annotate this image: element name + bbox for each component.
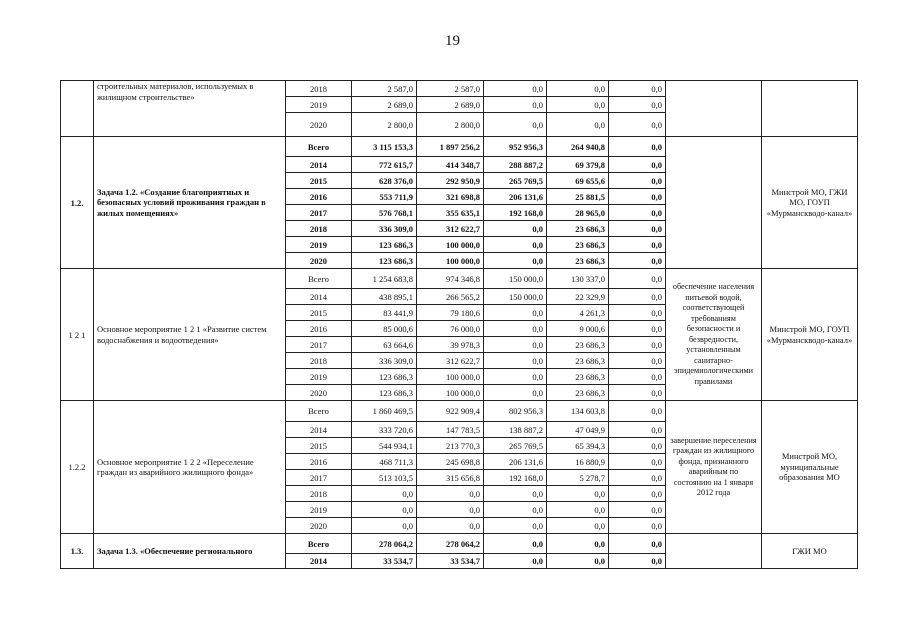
cell-c2: 2 587,0 [417, 81, 484, 97]
cell-c4: 23 686,3 [547, 221, 609, 237]
row-result: обеспечение населения питьевой водой, соответствующей требованиям безопасности и безвредности, установленным санитарно-эпидемиологическими правилами [666, 269, 762, 401]
row-result [666, 81, 762, 137]
cell-c5: 0,0 [609, 305, 666, 321]
cell-c1: 2 689,0 [352, 97, 417, 113]
row-year: 2019 [286, 97, 352, 113]
row-name: строительных материалов, используемых в жилищном строительстве» [94, 81, 274, 137]
row-year: Всего [286, 401, 352, 422]
cell-c2: 0,0 [417, 486, 484, 502]
cell-c1: 278 064,2 [352, 534, 417, 554]
row-year: 2016 [286, 321, 352, 337]
cell-c1: 628 376,0 [352, 173, 417, 189]
cell-c1: 0,0 [352, 502, 417, 518]
cell-c5: 0,0 [609, 470, 666, 486]
row-year: Всего [286, 137, 352, 157]
row-year: 2018 [286, 221, 352, 237]
cell-c3: 0,0 [484, 221, 547, 237]
cell-c5: 0,0 [609, 554, 666, 569]
row-year: 2017 [286, 470, 352, 486]
cell-c4: 134 603,8 [547, 401, 609, 422]
cell-c3: 288 887,2 [484, 157, 547, 173]
row-year: 2020 [286, 518, 352, 534]
cell-c2: 312 622,7 [417, 353, 484, 369]
cell-c1: 3 115 153,3 [352, 137, 417, 157]
budget-table [60, 80, 858, 569]
row-year: 2019 [286, 502, 352, 518]
cell-c2: 922 909,4 [417, 401, 484, 422]
row-year: 2015 [286, 305, 352, 321]
row-executor [762, 81, 858, 137]
cell-c4: 130 337,0 [547, 269, 609, 289]
cell-c1: 63 664,6 [352, 337, 417, 353]
cell-c2: 321 698,8 [417, 189, 484, 205]
cell-c4: 65 394,3 [547, 438, 609, 454]
cell-c1: 1 860 469,5 [352, 401, 417, 422]
row-executor: ГЖИ МО [762, 534, 858, 569]
row-year: 2018 [286, 486, 352, 502]
cell-c5: 0,0 [609, 422, 666, 438]
cell-c5: 0,0 [609, 337, 666, 353]
cell-c3: 0,0 [484, 353, 547, 369]
cell-c2: 2 689,0 [417, 97, 484, 113]
cell-c1: 123 686,3 [352, 385, 417, 401]
cell-c2: 1 897 256,2 [417, 137, 484, 157]
cell-c5: 0,0 [609, 321, 666, 337]
cell-c1: 85 000,6 [352, 321, 417, 337]
row-result [666, 534, 762, 569]
cell-c4: 69 655,6 [547, 173, 609, 189]
cell-c1: 123 686,3 [352, 237, 417, 253]
row-year: 2020 [286, 253, 352, 269]
cell-c4: 0,0 [547, 502, 609, 518]
cell-c3: 952 956,3 [484, 137, 547, 157]
row-code: 1.2. [61, 137, 94, 269]
row-year: 2014 [286, 554, 352, 569]
cell-c5: 0,0 [609, 385, 666, 401]
cell-c3: 265 769,5 [484, 438, 547, 454]
row-spacer [274, 137, 286, 269]
cell-c4: 23 686,3 [547, 237, 609, 253]
cell-c1: 336 309,0 [352, 221, 417, 237]
cell-c4: 25 881,5 [547, 189, 609, 205]
cell-c3: 138 887,2 [484, 422, 547, 438]
cell-c5: 0,0 [609, 173, 666, 189]
row-year: 2015 [286, 438, 352, 454]
cell-c3: 0,0 [484, 518, 547, 534]
row-year: Всего [286, 534, 352, 554]
page-number: 19 [445, 33, 460, 49]
cell-c2: 0,0 [417, 518, 484, 534]
cell-c3: 265 769,5 [484, 173, 547, 189]
cell-c2: 0,0 [417, 502, 484, 518]
cell-c1: 0,0 [352, 518, 417, 534]
cell-c3: 206 131,6 [484, 454, 547, 470]
row-code: 1 2 1 [61, 269, 94, 401]
cell-c3: 0,0 [484, 113, 547, 137]
cell-c3: 0,0 [484, 97, 547, 113]
row-code: 1.3. [61, 534, 94, 569]
row-spacer [274, 269, 286, 401]
cell-c3: 0,0 [484, 486, 547, 502]
row-year: 2016 [286, 189, 352, 205]
cell-c1: 123 686,3 [352, 253, 417, 269]
cell-c2: 278 064,2 [417, 534, 484, 554]
cell-c5: 0,0 [609, 237, 666, 253]
row-executor: Минстрой МО, муниципальные образования МО [762, 401, 858, 534]
cell-c5: 0,0 [609, 113, 666, 137]
cell-c1: 1 254 683,8 [352, 269, 417, 289]
cell-c2: 147 783,5 [417, 422, 484, 438]
cell-c1: 0,0 [352, 486, 417, 502]
cell-c3: 0,0 [484, 305, 547, 321]
row-result: завершение переселения граждан из жилищного фонда, признанного аварийным по состоянию на 1 января 2012 года [666, 401, 762, 534]
cell-c2: 414 348,7 [417, 157, 484, 173]
table-row [61, 534, 858, 554]
cell-c5: 0,0 [609, 97, 666, 113]
cell-c2: 33 534,7 [417, 554, 484, 569]
cell-c5: 0,0 [609, 454, 666, 470]
cell-c5: 0,0 [609, 518, 666, 534]
cell-c1: 544 934,1 [352, 438, 417, 454]
row-year: Всего [286, 269, 352, 289]
cell-c2: 2 800,0 [417, 113, 484, 137]
cell-c1: 513 103,5 [352, 470, 417, 486]
cell-c4: 0,0 [547, 554, 609, 569]
cell-c3: 0,0 [484, 554, 547, 569]
cell-c2: 39 978,3 [417, 337, 484, 353]
cell-c2: 79 180,6 [417, 305, 484, 321]
cell-c3: 0,0 [484, 81, 547, 97]
cell-c3: 0,0 [484, 502, 547, 518]
row-year: 2017 [286, 205, 352, 221]
row-year: 2018 [286, 353, 352, 369]
cell-c3: 0,0 [484, 237, 547, 253]
cell-c2: 315 656,8 [417, 470, 484, 486]
cell-c3: 206 131,6 [484, 189, 547, 205]
cell-c5: 0,0 [609, 401, 666, 422]
cell-c2: 100 000,0 [417, 237, 484, 253]
cell-c2: 100 000,0 [417, 385, 484, 401]
cell-c3: 0,0 [484, 337, 547, 353]
cell-c1: 576 768,1 [352, 205, 417, 221]
cell-c1: 553 711,9 [352, 189, 417, 205]
row-year: 2015 [286, 173, 352, 189]
table-row [61, 401, 858, 422]
cell-c5: 0,0 [609, 157, 666, 173]
budget-table-container [60, 80, 858, 569]
cell-c4: 23 686,3 [547, 253, 609, 269]
cell-c2: 974 346,8 [417, 269, 484, 289]
cell-c4: 0,0 [547, 97, 609, 113]
cell-c3: 150 000,0 [484, 289, 547, 305]
row-year: 2017 [286, 337, 352, 353]
row-year: 2016 [286, 454, 352, 470]
cell-c3: 0,0 [484, 253, 547, 269]
cell-c4: 0,0 [547, 113, 609, 137]
cell-c1: 468 711,3 [352, 454, 417, 470]
cell-c3: 802 956,3 [484, 401, 547, 422]
cell-c3: 0,0 [484, 385, 547, 401]
cell-c5: 0,0 [609, 269, 666, 289]
cell-c4: 0,0 [547, 486, 609, 502]
row-code [61, 81, 94, 137]
cell-c4: 23 686,3 [547, 337, 609, 353]
row-executor: Минстрой МО, ГЖИ МО, ГОУП «Мурманскводо-канал» [762, 137, 858, 269]
cell-c2: 100 000,0 [417, 253, 484, 269]
row-year: 2020 [286, 113, 352, 137]
row-year: 2019 [286, 369, 352, 385]
cell-c1: 123 686,3 [352, 369, 417, 385]
cell-c4: 264 940,8 [547, 137, 609, 157]
cell-c1: 2 587,0 [352, 81, 417, 97]
table-row [61, 137, 858, 157]
cell-c4: 28 965,0 [547, 205, 609, 221]
cell-c5: 0,0 [609, 353, 666, 369]
cell-c4: 0,0 [547, 518, 609, 534]
row-code: 1.2.2 [61, 401, 94, 534]
cell-c5: 0,0 [609, 81, 666, 97]
cell-c5: 0,0 [609, 205, 666, 221]
row-executor: Минстрой МО, ГОУП «Мурманскводо-канал» [762, 269, 858, 401]
table-row [61, 269, 858, 289]
cell-c3: 0,0 [484, 534, 547, 554]
cell-c5: 0,0 [609, 502, 666, 518]
cell-c4: 4 261,3 [547, 305, 609, 321]
cell-c1: 438 895,1 [352, 289, 417, 305]
cell-c1: 772 615,7 [352, 157, 417, 173]
cell-c4: 69 379,8 [547, 157, 609, 173]
cell-c2: 76 000,0 [417, 321, 484, 337]
table-row [61, 81, 858, 97]
row-result [666, 137, 762, 269]
row-name: Задача 1.2. «Создание благоприятных и безопасных условий проживания граждан в жилых помещениях» [94, 137, 274, 269]
row-spacer [274, 81, 286, 137]
cell-c1: 33 534,7 [352, 554, 417, 569]
cell-c3: 0,0 [484, 369, 547, 385]
cell-c5: 0,0 [609, 253, 666, 269]
cell-c4: 23 686,3 [547, 385, 609, 401]
cell-c5: 0,0 [609, 221, 666, 237]
cell-c5: 0,0 [609, 369, 666, 385]
cell-c1: 333 720,6 [352, 422, 417, 438]
cell-c1: 336 309,0 [352, 353, 417, 369]
cell-c3: 0,0 [484, 321, 547, 337]
cell-c2: 100 000,0 [417, 369, 484, 385]
row-year: 2019 [286, 237, 352, 253]
cell-c3: 192 168,0 [484, 205, 547, 221]
row-year: 2014 [286, 157, 352, 173]
cell-c3: 192 168,0 [484, 470, 547, 486]
cell-c4: 5 278,7 [547, 470, 609, 486]
cell-c2: 213 770,3 [417, 438, 484, 454]
cell-c5: 0,0 [609, 534, 666, 554]
cell-c4: 0,0 [547, 534, 609, 554]
row-year: 2020 [286, 385, 352, 401]
cell-c5: 0,0 [609, 189, 666, 205]
cell-c5: 0,0 [609, 137, 666, 157]
row-spacer [274, 401, 286, 534]
cell-c3: 150 000,0 [484, 269, 547, 289]
cell-c2: 245 698,8 [417, 454, 484, 470]
cell-c4: 22 329,9 [547, 289, 609, 305]
row-name: Основное мероприятие 1 2 2 «Переселение граждан из аварийного жилищного фонда» [94, 401, 274, 534]
cell-c4: 23 686,3 [547, 369, 609, 385]
cell-c4: 23 686,3 [547, 353, 609, 369]
cell-c5: 0,0 [609, 486, 666, 502]
cell-c1: 83 441,9 [352, 305, 417, 321]
row-year: 2014 [286, 422, 352, 438]
cell-c4: 9 000,6 [547, 321, 609, 337]
cell-c2: 355 635,1 [417, 205, 484, 221]
cell-c5: 0,0 [609, 289, 666, 305]
row-name: Задача 1.3. «Обеспечение регионального [94, 534, 274, 569]
cell-c4: 0,0 [547, 81, 609, 97]
cell-c2: 266 565,2 [417, 289, 484, 305]
cell-c4: 16 880,9 [547, 454, 609, 470]
row-name: Основное мероприятие 1 2 1 «Развитие систем водоснабжения и водоотведения» [94, 269, 274, 401]
cell-c1: 2 800,0 [352, 113, 417, 137]
cell-c5: 0,0 [609, 438, 666, 454]
row-year: 2018 [286, 81, 352, 97]
cell-c2: 312 622,7 [417, 221, 484, 237]
cell-c2: 292 950,9 [417, 173, 484, 189]
row-spacer [274, 534, 286, 569]
row-year: 2014 [286, 289, 352, 305]
cell-c4: 47 049,9 [547, 422, 609, 438]
